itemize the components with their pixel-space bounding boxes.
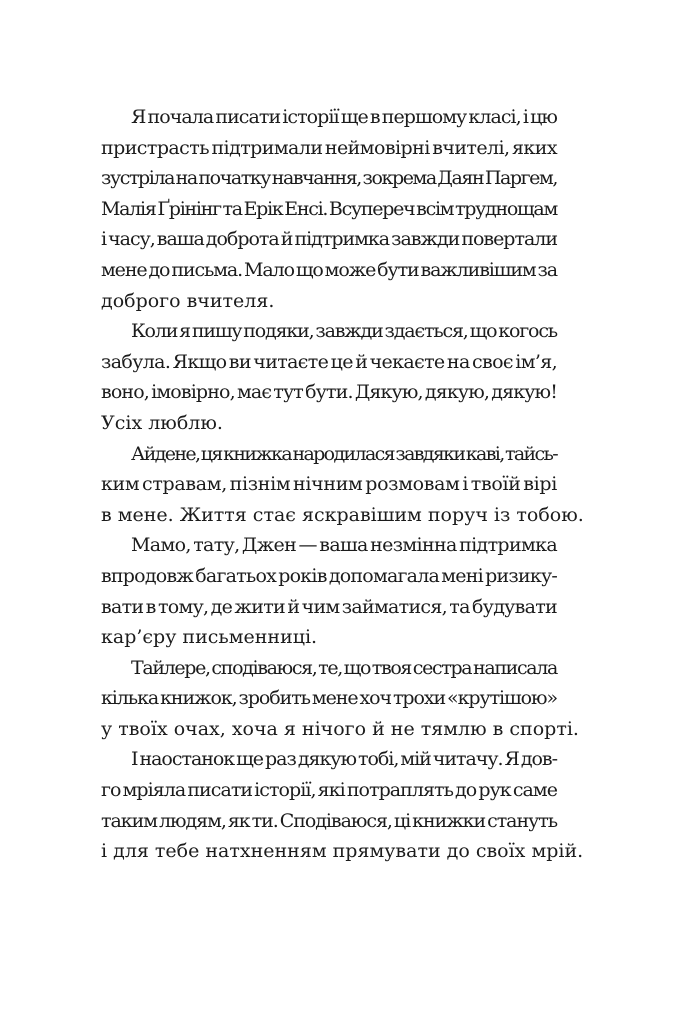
text-line: Коли я пишу подяки, завжди здається, що когось <box>131 320 557 343</box>
paragraph-family <box>101 530 587 652</box>
text-line: Я почала писати історії ще в першому класі, і цю <box>131 106 557 128</box>
text-line: пристрасть підтримали неймовірні вчителі, яких <box>101 136 557 159</box>
text-line: Тайлере, сподіваюся, те, що твоя сестра написала <box>131 656 557 679</box>
text-line: таким людям, як ти. Сподіваюся, ці книжки стануть <box>101 809 557 832</box>
text-line: впродовж багатьох років допомагала мені ризику- <box>101 564 557 587</box>
paragraph-teachers <box>101 102 587 316</box>
text-line: мене до письма. Мало що може бути важливішим за <box>101 258 557 281</box>
text-line: І наостанок ще раз дякую тобі, мій читачу. Я дов- <box>131 748 557 771</box>
text-line: зустріла на початку навчання, зокрема Даян Паргем, <box>101 167 557 190</box>
text-line: ким стравам, пізнім нічним розмовам і твоїй вірі <box>101 473 557 496</box>
text-line: забула. Якщо ви читаєте це й чекаєте на своє ім’я, <box>101 350 557 373</box>
text-line: го мріяла писати історії, які потраплять до рук саме <box>101 779 557 802</box>
text-line: Айдене, ця книжка народилася завдяки каві, тайсь- <box>131 442 557 465</box>
text-line: Усіх люблю. <box>101 411 223 434</box>
text-line: вати в тому, де жити й чим займатися, та будувати <box>101 595 557 618</box>
text-line: Мамо, тату, Джен — ваша незмінна підтримка <box>131 534 557 557</box>
text-line: Малія Ґрінінг та Ерік Енсі. Всупереч всім труднощам <box>101 197 557 220</box>
paragraph-reader <box>101 744 587 866</box>
text-line: у твоїх очах, хоча я нічого й не тямлю в спорті. <box>101 717 579 740</box>
text-line: і для тебе натхненням прямувати до своїх мрій. <box>101 840 584 863</box>
paragraph-aiden <box>101 439 587 531</box>
text-line: в мене. Життя стає яскравішим поруч із тобою. <box>101 503 584 526</box>
paragraph-tyler <box>101 653 587 745</box>
text-line: доброго вчителя. <box>101 289 275 312</box>
paragraph-thanks <box>101 316 587 438</box>
text-line: воно, імовірно, має тут бути. Дякую, дякую, дякую! <box>101 381 557 404</box>
text-line: і часу, ваша доброта й підтримка завжди повертали <box>101 228 557 251</box>
text-line: кілька книжок, зробить мене хоч трохи «крутішою» <box>101 687 557 710</box>
text-line: кар’єру письменниці. <box>101 626 318 649</box>
acknowledgements-page <box>101 102 587 867</box>
